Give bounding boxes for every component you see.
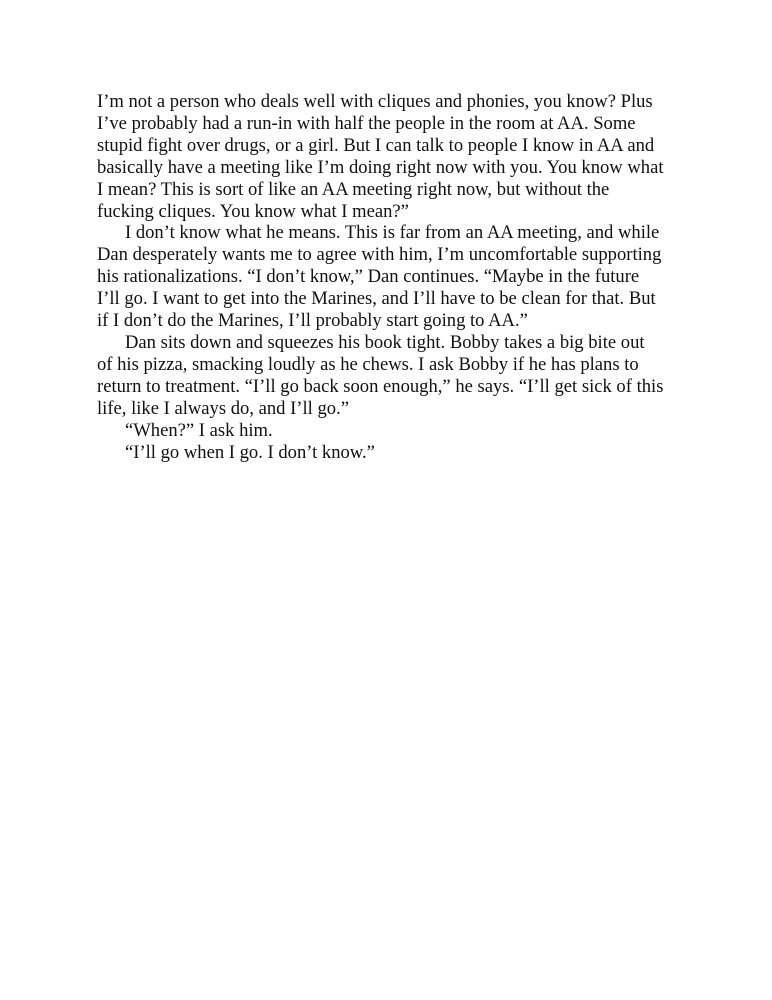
text-line: if I don’t do the Marines, I’ll probably start going to AA.” bbox=[97, 310, 528, 332]
text-line: “When?” I ask him. bbox=[125, 419, 273, 441]
text-line: life, like I always do, and I’ll go.” bbox=[97, 397, 349, 419]
text-line: his rationalizations. “I don’t know,” Dan continues. “Maybe in the future bbox=[97, 266, 640, 288]
text-line: I’ve probably had a run-in with half the people in the room at AA. Some bbox=[97, 112, 636, 134]
text-line: fucking cliques. You know what I mean?” bbox=[97, 200, 409, 222]
text-line: “I’ll go when I go. I don’t know.” bbox=[125, 441, 375, 463]
text-line: Dan sits down and squeezes his book tight. Bobby takes a big bite out bbox=[125, 331, 645, 353]
text-line: I’m not a person who deals well with cliques and phonies, you know? Plus bbox=[97, 91, 653, 112]
text-line: I mean? This is sort of like an AA meeting right now, but without the bbox=[97, 178, 610, 200]
text-line: I’ll go. I want to get into the Marines, and I’ll have to be clean for that. But bbox=[97, 288, 656, 310]
text-line: basically have a meeting like I’m doing right now with you. You know what bbox=[97, 156, 664, 178]
text-line: stupid fight over drugs, or a girl. But I can talk to people I know in AA and bbox=[97, 134, 655, 156]
text-line: Dan desperately wants me to agree with him, I’m uncomfortable supporting bbox=[97, 244, 662, 266]
text-line: return to treatment. “I’ll go back soon enough,” he says. “I’ll get sick of this bbox=[97, 375, 664, 397]
text-line: I don’t know what he means. This is far from an AA meeting, and while bbox=[125, 222, 660, 244]
text-line: of his pizza, smacking loudly as he chews. I ask Bobby if he has plans to bbox=[97, 353, 639, 375]
body-text bbox=[97, 91, 687, 463]
